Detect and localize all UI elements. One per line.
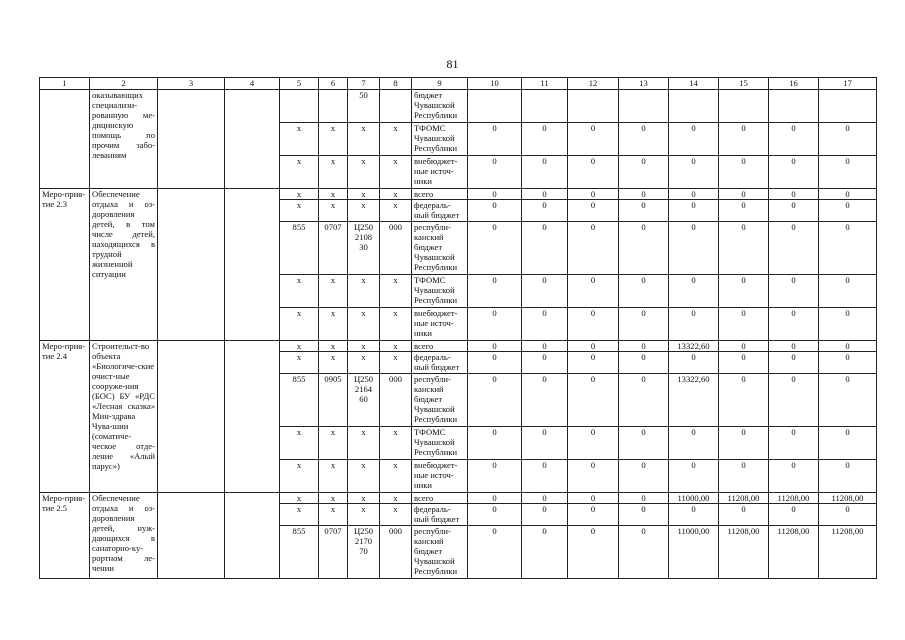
value-cell: 0 xyxy=(719,460,769,493)
code-cell: x xyxy=(348,189,380,200)
empty-cell xyxy=(158,189,225,341)
value-cell: 0 xyxy=(619,275,669,308)
code-cell xyxy=(380,90,412,123)
empty-cell xyxy=(158,493,225,579)
value-cell: 0 xyxy=(619,352,669,374)
value-cell xyxy=(819,90,877,123)
column-header: 6 xyxy=(319,78,348,90)
code-cell: x xyxy=(319,156,348,189)
value-cell: 0 xyxy=(468,504,522,526)
value-cell: 0 xyxy=(819,504,877,526)
value-cell: 0 xyxy=(619,156,669,189)
empty-cell xyxy=(158,90,225,189)
table-body xyxy=(40,90,877,579)
code-cell: 0905 xyxy=(319,374,348,427)
description-cell: Обеспечение отдыха и оз-доровления детей, в том числе детей, находящихся в трудной жизненной ситуации xyxy=(90,189,158,341)
value-cell: 11208,00 xyxy=(769,526,819,579)
funding-source-cell: всего xyxy=(412,341,468,352)
column-header: 1 xyxy=(40,78,90,90)
value-cell: 0 xyxy=(522,493,568,504)
code-cell: x xyxy=(319,189,348,200)
code-cell: x xyxy=(280,308,319,341)
value-cell: 0 xyxy=(719,123,769,156)
empty-cell xyxy=(225,90,280,189)
value-cell: 0 xyxy=(568,200,619,222)
header-row xyxy=(40,78,877,90)
value-cell: 0 xyxy=(719,222,769,275)
value-cell: 0 xyxy=(669,352,719,374)
table-row xyxy=(40,90,877,123)
code-cell: x xyxy=(380,341,412,352)
value-cell: 0 xyxy=(568,275,619,308)
value-cell: 0 xyxy=(468,460,522,493)
code-cell: x xyxy=(348,493,380,504)
code-cell: 0707 xyxy=(319,222,348,275)
column-header: 4 xyxy=(225,78,280,90)
value-cell: 0 xyxy=(669,200,719,222)
budget-table xyxy=(39,77,877,579)
value-cell: 0 xyxy=(819,308,877,341)
code-cell: x xyxy=(319,308,348,341)
value-cell: 11208,00 xyxy=(769,493,819,504)
code-cell: x xyxy=(319,352,348,374)
value-cell: 0 xyxy=(522,189,568,200)
column-header: 5 xyxy=(280,78,319,90)
column-header: 3 xyxy=(158,78,225,90)
value-cell xyxy=(468,90,522,123)
value-cell: 0 xyxy=(619,427,669,460)
value-cell: 0 xyxy=(719,374,769,427)
code-cell: x xyxy=(348,341,380,352)
value-cell: 0 xyxy=(769,200,819,222)
funding-source-cell: республи-канский бюджет Чувашской Республики xyxy=(412,222,468,275)
value-cell: 0 xyxy=(568,341,619,352)
code-cell: 000 xyxy=(380,526,412,579)
value-cell: 11208,00 xyxy=(819,493,877,504)
code-cell: Ц250 2108 30 xyxy=(348,222,380,275)
value-cell: 13322,60 xyxy=(669,341,719,352)
value-cell: 0 xyxy=(468,308,522,341)
value-cell: 0 xyxy=(619,341,669,352)
value-cell: 0 xyxy=(468,374,522,427)
empty-cell xyxy=(225,189,280,341)
value-cell: 0 xyxy=(522,352,568,374)
description-cell: Строительст-во объекта «Биологиче-ские очист-ные сооруже-ния (БОС) БУ «РДС «Лесная сказка» Мин-здрава Чува-шии (соматиче-ческое отде-ление «Алый парус») xyxy=(90,341,158,493)
value-cell: 0 xyxy=(769,308,819,341)
code-cell: x xyxy=(280,504,319,526)
value-cell: 0 xyxy=(522,504,568,526)
code-cell: x xyxy=(319,200,348,222)
value-cell xyxy=(619,90,669,123)
value-cell: 0 xyxy=(619,200,669,222)
value-cell: 13322,60 xyxy=(669,374,719,427)
description-cell: оказывающих специализи-рованную ме-дицинскую помощь по прочим забо-леваниям xyxy=(90,90,158,189)
value-cell: 0 xyxy=(568,374,619,427)
value-cell: 0 xyxy=(619,189,669,200)
code-cell: 000 xyxy=(380,222,412,275)
code-cell: x xyxy=(380,189,412,200)
value-cell: 0 xyxy=(522,156,568,189)
code-cell: x xyxy=(280,341,319,352)
value-cell: 0 xyxy=(568,427,619,460)
value-cell: 0 xyxy=(769,460,819,493)
code-cell: 000 xyxy=(380,374,412,427)
value-cell: 11208,00 xyxy=(719,526,769,579)
value-cell: 0 xyxy=(522,123,568,156)
value-cell: 0 xyxy=(568,504,619,526)
funding-source-cell: всего xyxy=(412,493,468,504)
value-cell: 0 xyxy=(719,341,769,352)
column-header: 13 xyxy=(619,78,669,90)
value-cell xyxy=(522,90,568,123)
funding-source-cell: бюджет Чувашской Республики xyxy=(412,90,468,123)
value-cell xyxy=(568,90,619,123)
value-cell: 0 xyxy=(568,526,619,579)
code-cell: x xyxy=(380,123,412,156)
funding-source-cell: федераль-ный бюджет xyxy=(412,200,468,222)
value-cell: 0 xyxy=(769,275,819,308)
value-cell: 0 xyxy=(619,308,669,341)
column-header: 17 xyxy=(819,78,877,90)
page-number: 81 xyxy=(446,57,459,71)
value-cell: 0 xyxy=(568,352,619,374)
value-cell: 0 xyxy=(669,156,719,189)
value-cell: 0 xyxy=(719,156,769,189)
value-cell: 0 xyxy=(522,460,568,493)
code-cell: x xyxy=(319,427,348,460)
value-cell: 0 xyxy=(819,189,877,200)
value-cell: 0 xyxy=(619,504,669,526)
value-cell: 0 xyxy=(669,275,719,308)
code-cell: x xyxy=(380,200,412,222)
column-header: 10 xyxy=(468,78,522,90)
table-row xyxy=(40,493,877,504)
value-cell: 0 xyxy=(819,352,877,374)
empty-cell xyxy=(158,341,225,493)
value-cell: 11208,00 xyxy=(819,526,877,579)
code-cell: x xyxy=(348,427,380,460)
value-cell: 0 xyxy=(719,504,769,526)
code-cell: x xyxy=(380,427,412,460)
code-cell: x xyxy=(380,352,412,374)
value-cell: 0 xyxy=(769,341,819,352)
value-cell: 0 xyxy=(819,275,877,308)
event-cell xyxy=(40,90,90,189)
code-cell: 855 xyxy=(280,526,319,579)
value-cell: 0 xyxy=(468,123,522,156)
code-cell: x xyxy=(348,352,380,374)
column-header: 16 xyxy=(769,78,819,90)
code-cell: x xyxy=(319,460,348,493)
value-cell: 0 xyxy=(719,308,769,341)
code-cell: 50 xyxy=(348,90,380,123)
code-cell: x xyxy=(280,123,319,156)
value-cell: 0 xyxy=(719,352,769,374)
column-header: 11 xyxy=(522,78,568,90)
code-cell: x xyxy=(319,493,348,504)
value-cell: 0 xyxy=(619,123,669,156)
table-row xyxy=(40,189,877,200)
value-cell xyxy=(669,90,719,123)
value-cell: 0 xyxy=(769,123,819,156)
value-cell: 0 xyxy=(669,123,719,156)
value-cell: 0 xyxy=(468,493,522,504)
value-cell: 11208,00 xyxy=(719,493,769,504)
value-cell: 0 xyxy=(769,156,819,189)
table-row xyxy=(40,341,877,352)
value-cell: 0 xyxy=(769,352,819,374)
code-cell: x xyxy=(319,123,348,156)
value-cell: 0 xyxy=(568,460,619,493)
value-cell: 0 xyxy=(568,493,619,504)
value-cell: 0 xyxy=(619,222,669,275)
value-cell: 0 xyxy=(568,189,619,200)
code-cell: x xyxy=(280,427,319,460)
funding-source-cell: федераль-ный бюджет xyxy=(412,504,468,526)
value-cell: 0 xyxy=(719,200,769,222)
value-cell: 0 xyxy=(619,526,669,579)
code-cell: 855 xyxy=(280,222,319,275)
value-cell: 0 xyxy=(619,460,669,493)
value-cell: 0 xyxy=(819,123,877,156)
value-cell: 0 xyxy=(468,222,522,275)
column-header: 2 xyxy=(90,78,158,90)
empty-cell xyxy=(225,493,280,579)
value-cell: 11000,00 xyxy=(669,493,719,504)
value-cell: 0 xyxy=(468,275,522,308)
value-cell: 0 xyxy=(769,504,819,526)
value-cell: 0 xyxy=(669,222,719,275)
value-cell: 0 xyxy=(619,374,669,427)
value-cell: 0 xyxy=(769,222,819,275)
value-cell: 0 xyxy=(819,200,877,222)
column-header: 12 xyxy=(568,78,619,90)
value-cell: 0 xyxy=(468,156,522,189)
value-cell: 0 xyxy=(522,427,568,460)
value-cell: 0 xyxy=(522,341,568,352)
code-cell: Ц250 2170 70 xyxy=(348,526,380,579)
column-header: 8 xyxy=(380,78,412,90)
code-cell: x xyxy=(280,156,319,189)
code-cell: x xyxy=(280,200,319,222)
funding-source-cell: внебюджет-ные источ-ники xyxy=(412,460,468,493)
value-cell: 0 xyxy=(819,156,877,189)
code-cell: x xyxy=(348,504,380,526)
value-cell: 0 xyxy=(522,374,568,427)
value-cell: 0 xyxy=(468,189,522,200)
value-cell: 0 xyxy=(522,308,568,341)
description-cell: Обеспечение отдыха и оз-доровления детей, нуж-дающихся в санаторно-ку-рортном ле-чении xyxy=(90,493,158,579)
column-header: 9 xyxy=(412,78,468,90)
value-cell: 0 xyxy=(719,189,769,200)
value-cell: 0 xyxy=(819,341,877,352)
code-cell: 855 xyxy=(280,374,319,427)
value-cell: 0 xyxy=(468,427,522,460)
value-cell: 0 xyxy=(819,427,877,460)
code-cell: x xyxy=(280,352,319,374)
value-cell: 0 xyxy=(619,493,669,504)
value-cell: 0 xyxy=(769,189,819,200)
value-cell: 0 xyxy=(819,374,877,427)
value-cell: 11000,00 xyxy=(669,526,719,579)
funding-source-cell: ТФОМС Чувашской Республики xyxy=(412,427,468,460)
code-cell: x xyxy=(380,275,412,308)
value-cell: 0 xyxy=(669,504,719,526)
value-cell xyxy=(719,90,769,123)
value-cell: 0 xyxy=(669,460,719,493)
value-cell: 0 xyxy=(468,526,522,579)
code-cell: x xyxy=(280,189,319,200)
funding-source-cell: республи-канский бюджет Чувашской Республики xyxy=(412,374,468,427)
column-header: 15 xyxy=(719,78,769,90)
code-cell: x xyxy=(380,493,412,504)
code-cell: x xyxy=(380,308,412,341)
value-cell: 0 xyxy=(468,200,522,222)
value-cell: 0 xyxy=(669,189,719,200)
value-cell: 0 xyxy=(468,341,522,352)
value-cell: 0 xyxy=(568,123,619,156)
value-cell: 0 xyxy=(468,352,522,374)
value-cell: 0 xyxy=(719,275,769,308)
value-cell: 0 xyxy=(522,222,568,275)
code-cell: x xyxy=(348,200,380,222)
funding-source-cell: внебюджет-ные источ-ники xyxy=(412,308,468,341)
value-cell: 0 xyxy=(522,275,568,308)
code-cell: x xyxy=(280,493,319,504)
code-cell: 0707 xyxy=(319,526,348,579)
column-header: 7 xyxy=(348,78,380,90)
code-cell: x xyxy=(348,123,380,156)
code-cell: x xyxy=(380,460,412,493)
column-header: 14 xyxy=(669,78,719,90)
code-cell: x xyxy=(280,460,319,493)
value-cell: 0 xyxy=(522,526,568,579)
value-cell xyxy=(769,90,819,123)
funding-source-cell: внебюджет-ные источ-ники xyxy=(412,156,468,189)
code-cell: x xyxy=(380,156,412,189)
value-cell: 0 xyxy=(769,427,819,460)
value-cell: 0 xyxy=(568,308,619,341)
event-cell: Меро-прия-тие 2.3 xyxy=(40,189,90,341)
code-cell: x xyxy=(348,156,380,189)
value-cell: 0 xyxy=(719,427,769,460)
value-cell: 0 xyxy=(819,460,877,493)
code-cell: x xyxy=(319,341,348,352)
code-cell: x xyxy=(319,504,348,526)
value-cell: 0 xyxy=(568,222,619,275)
funding-source-cell: ТФОМС Чувашской Республики xyxy=(412,123,468,156)
value-cell: 0 xyxy=(819,222,877,275)
funding-source-cell: ТФОМС Чувашской Республики xyxy=(412,275,468,308)
funding-source-cell: республи-канский бюджет Чувашской Республики xyxy=(412,526,468,579)
funding-source-cell: федераль-ный бюджет xyxy=(412,352,468,374)
funding-source-cell: всего xyxy=(412,189,468,200)
code-cell: x xyxy=(380,504,412,526)
code-cell: x xyxy=(348,460,380,493)
code-cell xyxy=(280,90,319,123)
event-cell: Меро-прия-тие 2.4 xyxy=(40,341,90,493)
value-cell: 0 xyxy=(568,156,619,189)
value-cell: 0 xyxy=(669,308,719,341)
code-cell xyxy=(319,90,348,123)
value-cell: 0 xyxy=(522,200,568,222)
empty-cell xyxy=(225,341,280,493)
value-cell: 0 xyxy=(769,374,819,427)
code-cell: Ц250 2164 60 xyxy=(348,374,380,427)
code-cell: x xyxy=(348,275,380,308)
code-cell: x xyxy=(280,275,319,308)
code-cell: x xyxy=(348,308,380,341)
event-cell: Меро-прия-тие 2.5 xyxy=(40,493,90,579)
code-cell: x xyxy=(319,275,348,308)
value-cell: 0 xyxy=(669,427,719,460)
